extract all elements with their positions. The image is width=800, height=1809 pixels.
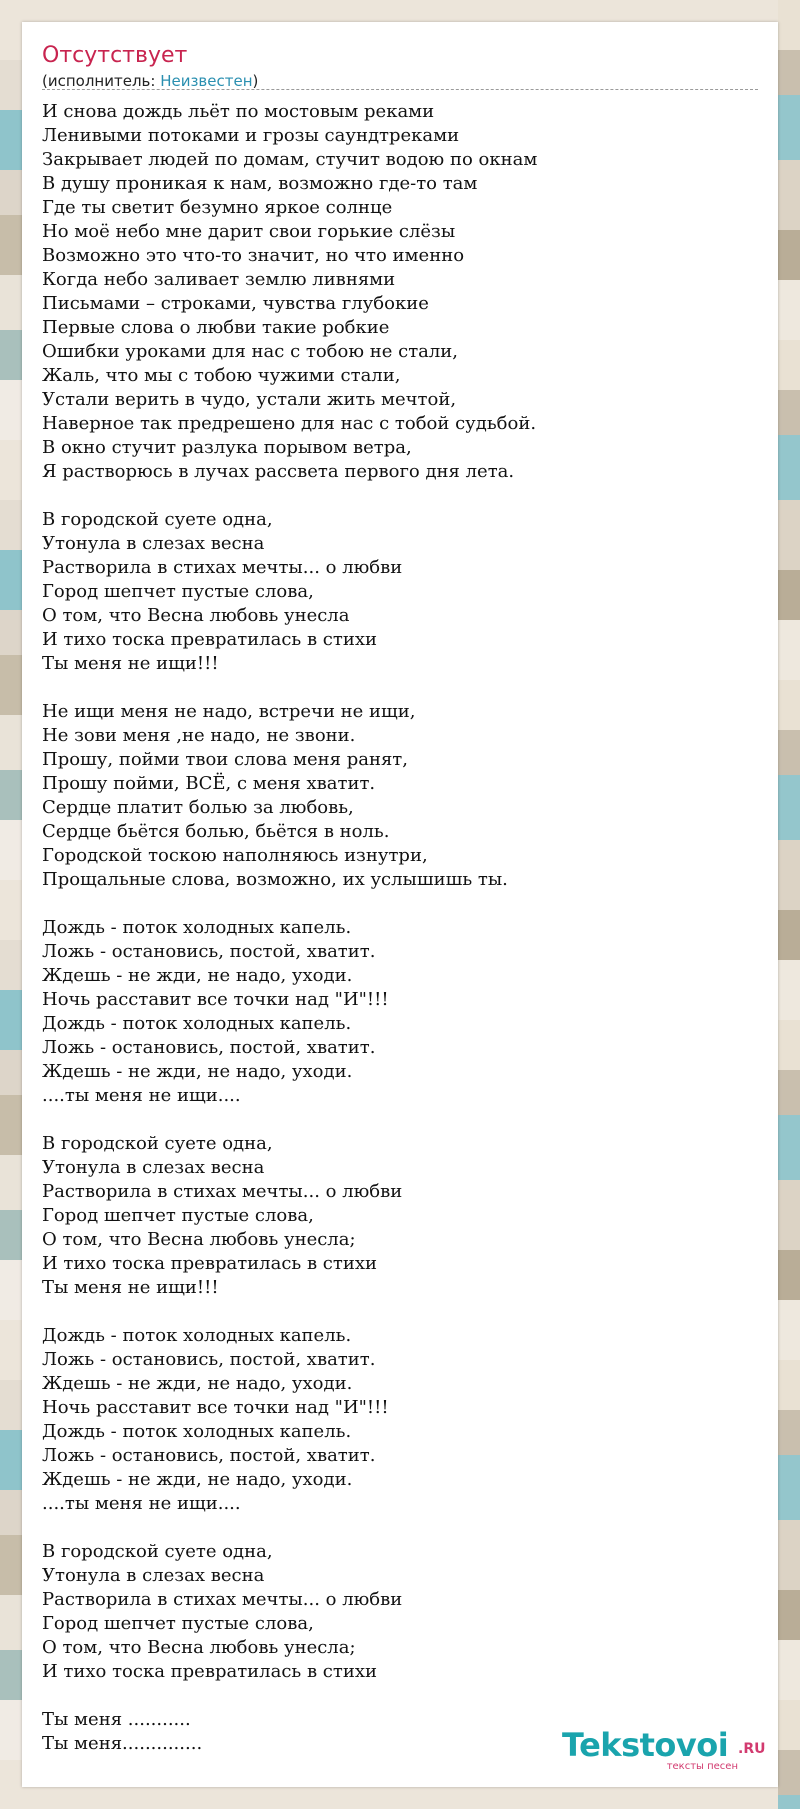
lyric-line: Утонула в слезах весна	[42, 1157, 265, 1178]
song-title: Отсутствует	[42, 43, 188, 68]
lyric-line: Ждешь - не жди, не надо, уходи.	[42, 1469, 353, 1490]
lyric-line: Сердце платит болью за любовь,	[42, 797, 354, 818]
lyric-line: Ждешь - не жди, не надо, уходи.	[42, 1061, 353, 1082]
lyric-line: Дождь - поток холодных капель.	[42, 1325, 352, 1346]
lyric-line: О том, что Весна любовь унесла;	[42, 1637, 356, 1658]
lyric-line: В городской суете одна,	[42, 509, 273, 530]
lyric-line: Но моё небо мне дарит свои горькие слёзы	[42, 221, 456, 242]
lyrics-stanza	[42, 508, 752, 676]
lyric-line: Прошу, пойми твои слова меня ранят,	[42, 749, 408, 770]
lyric-line: Дождь - поток холодных капель.	[42, 917, 352, 938]
lyric-line: Дождь - поток холодных капель.	[42, 1013, 352, 1034]
lyric-line: Растворила в стихах мечты... о любви	[42, 557, 403, 578]
lyric-line: Город шепчет пустые слова,	[42, 581, 314, 602]
lyrics-stanza	[42, 100, 752, 484]
lyric-line: И тихо тоска превратилась в стихи	[42, 1661, 377, 1682]
logo-tagline: тексты песен	[666, 1761, 738, 1772]
background-strip	[778, 0, 800, 1809]
lyric-line: Когда небо заливает землю ливнями	[42, 269, 396, 290]
lyric-line: ....ты меня не ищи....	[42, 1085, 241, 1106]
lyric-line: О том, что Весна любовь унесла;	[42, 1229, 356, 1250]
lyric-line: Утонула в слезах весна	[42, 1565, 265, 1586]
artist-line	[42, 71, 258, 91]
lyrics-stanza	[42, 1324, 752, 1516]
lyric-line: Ложь - остановись, постой, хватит.	[42, 1349, 376, 1370]
lyric-line: Ты меня не ищи!!!	[42, 653, 219, 674]
lyric-line: Ты меня..............	[42, 1733, 203, 1754]
lyrics-stanza	[42, 700, 752, 892]
lyric-line: Ленивыми потоками и грозы саундтреками	[42, 125, 460, 146]
title-divider	[42, 89, 758, 90]
lyric-line: Первые слова о любви такие робкие	[42, 317, 390, 338]
lyric-line: Ты меня не ищи!!!	[42, 1277, 219, 1298]
lyric-line: Растворила в стихах мечты... о любви	[42, 1589, 403, 1610]
lyric-line: И тихо тоска превратилась в стихи	[42, 629, 377, 650]
lyric-line: В городской суете одна,	[42, 1541, 273, 1562]
lyrics-stanza	[42, 916, 752, 1108]
lyrics-stanza	[42, 1132, 752, 1300]
lyric-line: Ложь - остановись, постой, хватит.	[42, 941, 376, 962]
lyric-line: О том, что Весна любовь унесла	[42, 605, 350, 626]
lyric-line: ....ты меня не ищи....	[42, 1493, 241, 1514]
lyric-line: Жаль, что мы с тобою чужими стали,	[42, 365, 401, 386]
lyric-line: Сердце бьётся болью, бьётся в ноль.	[42, 821, 390, 842]
lyric-line: Растворила в стихах мечты... о любви	[42, 1181, 403, 1202]
lyric-line: В душу проникая к нам, возможно где-то там	[42, 173, 478, 194]
lyric-line: Не зови меня ,не надо, не звони.	[42, 725, 356, 746]
lyric-line: Закрывает людей по домам, стучит водою по окнам	[42, 149, 538, 170]
site-logo[interactable]	[562, 1727, 768, 1775]
lyric-line: И снова дождь льёт по мостовым реками	[42, 101, 435, 122]
artist-prefix: (исполнитель:	[42, 72, 161, 90]
lyric-line: Прощальные слова, возможно, их услышишь ты.	[42, 869, 508, 890]
lyric-line: И тихо тоска превратилась в стихи	[42, 1253, 377, 1274]
artist-link[interactable]: Неизвестен	[160, 72, 253, 90]
lyrics-card	[22, 22, 778, 1787]
logo-text: Tekstovoi	[562, 1726, 729, 1764]
lyric-line: Прошу пойми, ВСЁ, с меня хватит.	[42, 773, 376, 794]
lyric-line: Городской тоскою наполняюсь изнутри,	[42, 845, 428, 866]
lyric-line: Город шепчет пустые слова,	[42, 1205, 314, 1226]
lyrics-text	[42, 100, 752, 1756]
lyric-line: Ждешь - не жди, не надо, уходи.	[42, 1373, 353, 1394]
lyric-line: Ночь расставит все точки над "И"!!!	[42, 989, 389, 1010]
lyric-line: Ты меня ...........	[42, 1709, 191, 1730]
lyric-line: Наверное так предрешено для нас с тобой судьбой.	[42, 413, 537, 434]
lyric-line: Дождь - поток холодных капель.	[42, 1421, 352, 1442]
lyrics-stanza	[42, 1540, 752, 1684]
lyric-line: Я растворюсь в лучах рассвета первого дня лета.	[42, 461, 515, 482]
lyric-line: Ночь расставит все точки над "И"!!!	[42, 1397, 389, 1418]
lyric-line: Ошибки уроками для нас с тобою не стали,	[42, 341, 459, 362]
lyric-line: Письмами – строками, чувства глубокие	[42, 293, 429, 314]
lyric-line: Ложь - остановись, постой, хватит.	[42, 1037, 376, 1058]
lyric-line: В окно стучит разлука порывом ветра,	[42, 437, 412, 458]
lyric-line: Устали верить в чудо, устали жить мечтой,	[42, 389, 457, 410]
artist-suffix: )	[252, 72, 259, 90]
lyric-line: Не ищи меня не надо, встречи не ищи,	[42, 701, 416, 722]
logo-domain: .RU	[738, 1741, 766, 1757]
lyric-line: Утонула в слезах весна	[42, 533, 265, 554]
lyric-line: В городской суете одна,	[42, 1133, 273, 1154]
lyric-line: Город шепчет пустые слова,	[42, 1613, 314, 1634]
lyric-line: Ждешь - не жди, не надо, уходи.	[42, 965, 353, 986]
lyric-line: Возможно это что-то значит, но что именно	[42, 245, 465, 266]
lyric-line: Где ты светит безумно яркое солнце	[42, 197, 393, 218]
lyric-line: Ложь - остановись, постой, хватит.	[42, 1445, 376, 1466]
